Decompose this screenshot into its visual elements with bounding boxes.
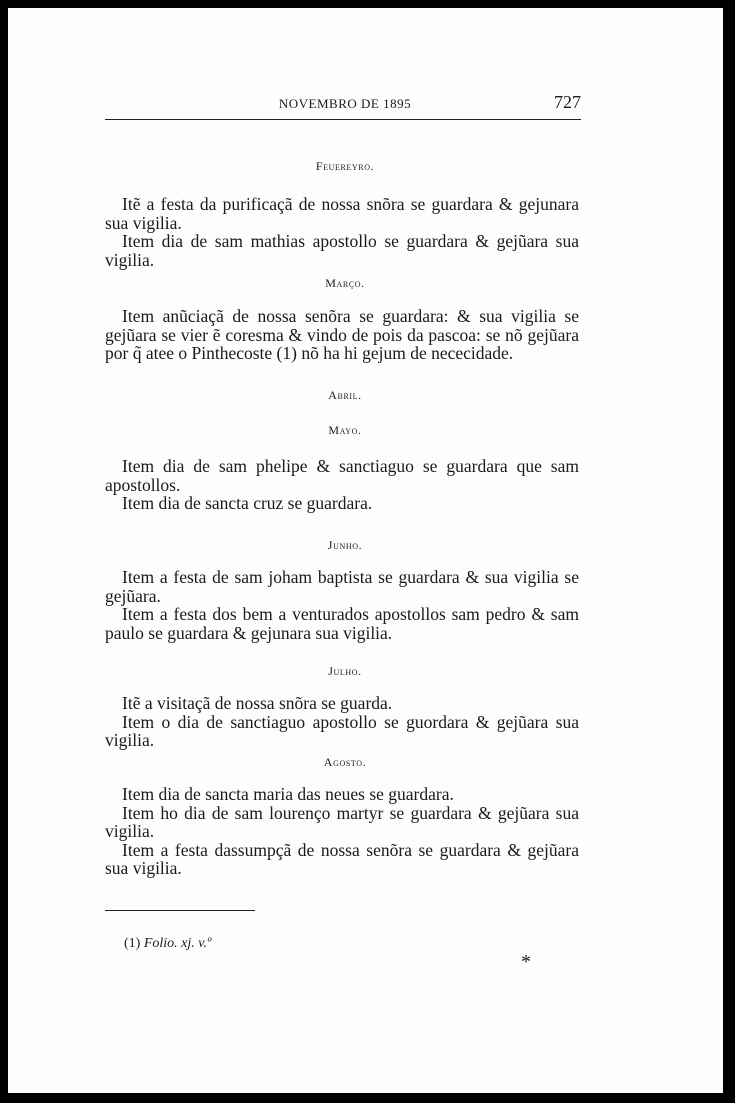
paragraph: Itẽ a festa da purificaçã de nossa snõra se guardara & gejunara sua vigilia. [105, 194, 579, 233]
page-number: 727 [554, 92, 581, 112]
section-body-junho [105, 568, 579, 642]
paragraph: Item dia de sancta cruz se guardara. [122, 493, 373, 513]
section-heading-agosto: Agosto. [323, 755, 367, 769]
section-heading-mayo: Mayo. [328, 423, 362, 437]
paragraph: Item ho dia de sam lourenço martyr se guardara & gejũara sua vigilia. [105, 802, 579, 841]
document-page [8, 8, 723, 1093]
paragraph: Item anũciaçã de nossa senõra se guardara: & sua vigilia se gejũara se vier ẽ coresma & vindo de pois da pascoa: se nõ gejũara por q̃ atee o Pinthecoste (1) nõ ha hi gejum de nececidade. [105, 306, 579, 363]
footnote-marker: (1) [124, 936, 141, 951]
paragraph: Item dia de sam mathias apostollo se guardara & gejũara sua vigilia. [105, 231, 579, 270]
section-heading-feuereyro: Feuereyro. [315, 159, 375, 173]
running-title: NOVEMBRO DE 1895 [278, 96, 412, 111]
paragraph: Item dia de sancta maria das neues se guardara. [122, 784, 454, 804]
paragraph: Item o dia de sanctiaguo apostollo se guordara & gejũara sua vigilia. [105, 711, 579, 750]
section-body-mayo [105, 457, 579, 513]
section-body-julho [105, 694, 579, 750]
footnote [124, 936, 211, 952]
paragraph: Item a festa dassumpçã de nossa senõra se guardara & gejũara sua vigilia. [105, 839, 579, 878]
section-body-feuereyro [105, 195, 579, 269]
header-rule [105, 119, 581, 120]
section-body-marco [105, 307, 579, 363]
paragraph: Item dia de sam phelipe & sanctiaguo se guardara que sam apostollos. [105, 456, 579, 495]
footnote-source: Folio. xj. v.º [143, 936, 212, 951]
paragraph: Item a festa de sam joham baptista se guardara & sua vigilia se gejũara. [105, 567, 579, 606]
paragraph: Itẽ a visitaçã de nossa snõra se guarda. [122, 693, 393, 713]
paragraph: Item a festa dos bem a venturados apostollos sam pedro & sam paulo se guardara & gejunara sua vigilia. [105, 604, 579, 643]
section-heading-julho: Julho. [328, 664, 362, 678]
asterisk-ornament: * [521, 951, 531, 973]
footnote-rule [105, 910, 255, 911]
section-body-agosto [105, 785, 579, 878]
page-header [105, 92, 585, 116]
section-heading-marco: Março. [325, 276, 365, 290]
section-heading-abril: Abril. [328, 388, 362, 402]
section-heading-junho: Junho. [327, 538, 363, 552]
